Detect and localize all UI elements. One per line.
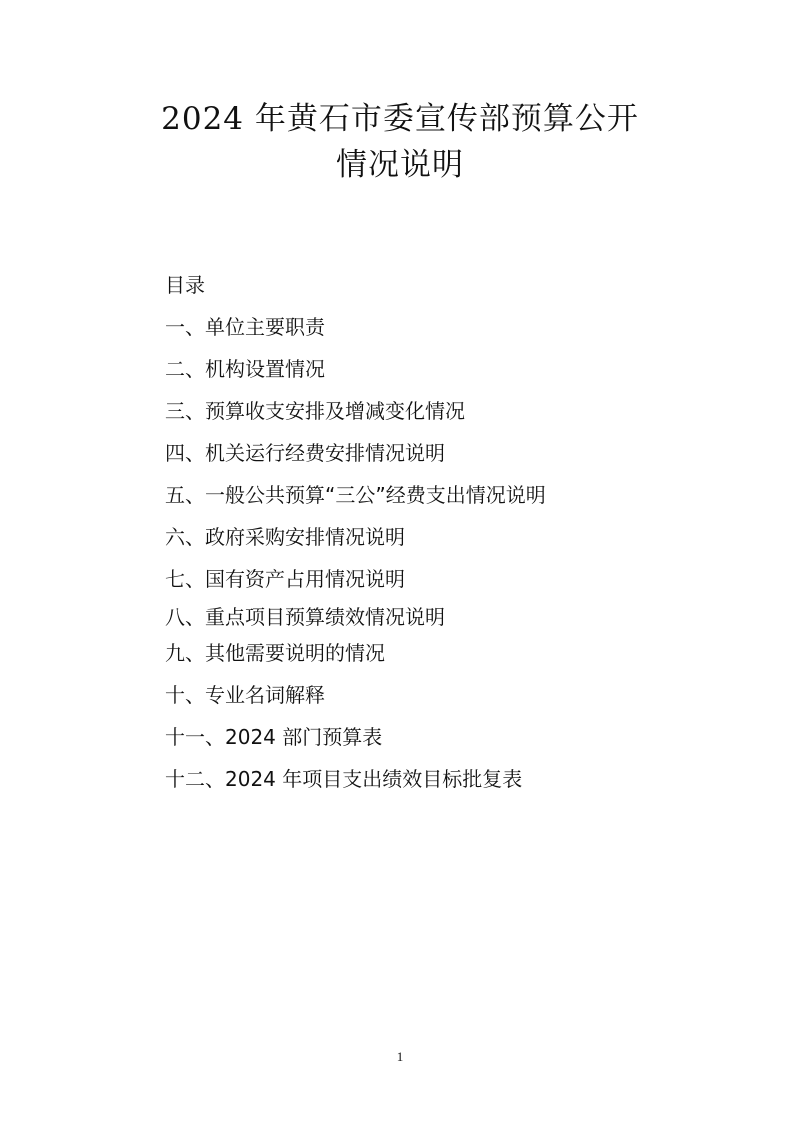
toc-item-6: 六、政府采购安排情况说明 bbox=[165, 525, 405, 549]
toc-item-8: 八、重点项目预算绩效情况说明 bbox=[165, 605, 445, 629]
document-title-line-2: 情况说明 bbox=[336, 147, 464, 183]
toc-item-3: 三、预算收支安排及增减变化情况 bbox=[165, 399, 465, 423]
toc-item-4: 四、机关运行经费安排情况说明 bbox=[165, 441, 445, 465]
toc-item-10: 十、专业名词解释 bbox=[165, 683, 325, 707]
toc-heading: 目录 bbox=[165, 273, 205, 297]
page-number: 1 bbox=[396, 1049, 404, 1064]
toc-item-9: 九、其他需要说明的情况 bbox=[165, 641, 385, 665]
toc-item-12: 十二、2024 年项目支出绩效目标批复表 bbox=[165, 767, 523, 791]
toc-item-11: 十一、2024 部门预算表 bbox=[165, 725, 383, 749]
toc-item-5: 五、一般公共预算“三公”经费支出情况说明 bbox=[165, 483, 546, 507]
toc-item-7: 七、国有资产占用情况说明 bbox=[165, 567, 405, 591]
toc-item-2: 二、机构设置情况 bbox=[165, 357, 325, 381]
toc-item-1: 一、单位主要职责 bbox=[165, 315, 325, 339]
document-title-line-1: 2024 年黄石市委宣传部预算公开 bbox=[161, 101, 639, 137]
